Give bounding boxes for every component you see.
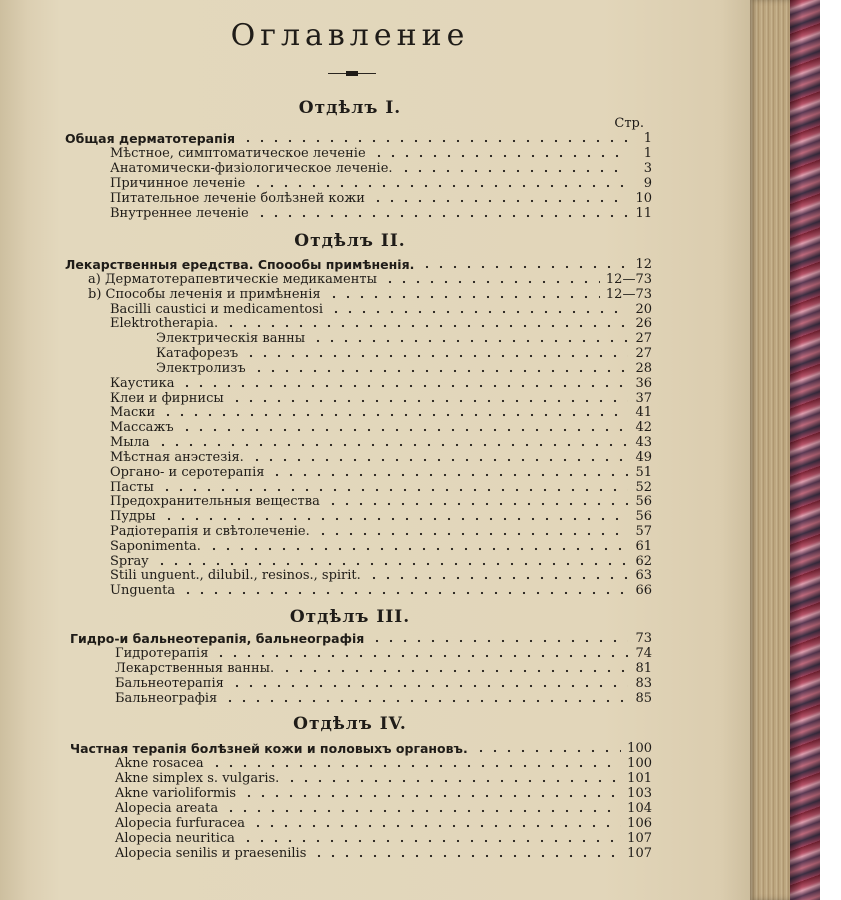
toc-entry-page: 12—73 bbox=[605, 287, 652, 302]
toc-entry bbox=[115, 771, 652, 786]
toc-entry-text: Маски bbox=[110, 405, 156, 420]
dot-leader bbox=[251, 824, 621, 828]
dot-leader bbox=[383, 280, 600, 284]
toc-entry-page: 9 bbox=[643, 176, 652, 191]
toc-entry-text: Alopecia senilis и praesenilis bbox=[115, 846, 307, 861]
toc-entry-page: 12—73 bbox=[605, 272, 652, 287]
toc-entry-page: 52 bbox=[635, 480, 652, 495]
toc-entry-page: 62 bbox=[635, 554, 652, 569]
dot-leader bbox=[251, 184, 628, 188]
toc-entry-page: 61 bbox=[635, 539, 652, 554]
toc-entry bbox=[88, 272, 652, 287]
toc-entry-text: Пудры bbox=[110, 509, 156, 524]
toc-entry-text: Лекарственныя ередства. Споообы примѣненія. bbox=[65, 257, 415, 272]
dot-leader bbox=[214, 654, 628, 658]
toc-entry-page: 66 bbox=[635, 583, 652, 598]
dot-leader bbox=[160, 488, 628, 492]
toc-entry bbox=[115, 786, 652, 801]
toc-entry-text: Гидротерапія bbox=[115, 646, 209, 661]
toc-entry-text: Bacilli caustici и medicamentosi bbox=[110, 302, 323, 317]
toc-entry bbox=[110, 302, 652, 317]
dot-leader bbox=[327, 295, 600, 299]
toc-entry-page: 20 bbox=[635, 302, 652, 317]
toc-entry-page: 1 bbox=[643, 131, 652, 146]
toc-entry-text: Каустика bbox=[110, 376, 175, 391]
toc-entry-text: Предохранительныя вещества bbox=[110, 494, 320, 509]
toc-entry-page: 100 bbox=[627, 741, 652, 756]
toc-entry-page: 104 bbox=[627, 801, 652, 816]
dot-leader bbox=[270, 473, 628, 477]
dot-leader bbox=[372, 154, 628, 158]
section-heading-2: Отдѣлъ II. bbox=[294, 231, 406, 251]
toc-entry-text: Unguenta bbox=[110, 583, 176, 598]
title-ornament bbox=[328, 70, 376, 78]
dot-leader bbox=[230, 684, 628, 688]
toc-entry bbox=[70, 631, 652, 646]
dot-leader bbox=[329, 310, 628, 314]
toc-entry bbox=[115, 816, 652, 831]
toc-entry bbox=[110, 568, 652, 583]
toc-entry-page: 27 bbox=[635, 331, 652, 346]
toc-entry-text: Внутреннее леченіе bbox=[110, 206, 249, 221]
dot-leader bbox=[181, 591, 628, 595]
page-block-edge bbox=[750, 0, 790, 900]
toc-entry bbox=[110, 480, 652, 495]
dot-leader bbox=[312, 854, 621, 858]
toc-entry-text: Akne simplex s. vulgaris. bbox=[115, 771, 280, 786]
toc-entry-text: Органо- и серотерапія bbox=[110, 465, 265, 480]
toc-entry bbox=[115, 661, 652, 676]
toc-entry-text: Бальнеотерапія bbox=[115, 676, 224, 691]
toc-entry-text: Бальнеографія bbox=[115, 691, 218, 706]
toc-entry-text: Анатомически-физіологическое леченіе. bbox=[110, 161, 393, 176]
dot-leader bbox=[180, 384, 628, 388]
dot-leader bbox=[250, 458, 628, 462]
toc-entry bbox=[110, 435, 652, 450]
toc-entry-text: Elektrotherapia. bbox=[110, 316, 219, 331]
toc-entry-page: 27 bbox=[635, 346, 652, 361]
toc-entry bbox=[110, 206, 652, 221]
toc-entry-page: 36 bbox=[635, 376, 652, 391]
dot-leader bbox=[280, 669, 628, 673]
toc-entry-text: Пасты bbox=[110, 480, 154, 495]
toc-entry-page: 56 bbox=[635, 509, 652, 524]
dot-leader bbox=[241, 139, 628, 143]
dot-leader bbox=[210, 764, 622, 768]
toc-entry-text: Общая дерматотерапія bbox=[65, 131, 236, 146]
toc-entry-page: 3 bbox=[643, 161, 652, 176]
toc-entry-page: 85 bbox=[635, 691, 652, 706]
toc-entry-page: 107 bbox=[627, 831, 652, 846]
toc-entry-page: 56 bbox=[635, 494, 652, 509]
toc-entry-page: 74 bbox=[635, 646, 652, 661]
toc-entry bbox=[156, 346, 652, 361]
toc-entry bbox=[115, 646, 652, 661]
toc-entry bbox=[110, 539, 652, 554]
toc-entry bbox=[110, 465, 652, 480]
dot-leader bbox=[180, 428, 628, 432]
dot-leader bbox=[474, 749, 621, 753]
toc-entry-page: 51 bbox=[635, 465, 652, 480]
section-heading-3: Отдѣлъ III. bbox=[289, 607, 411, 627]
toc-entry bbox=[65, 131, 652, 146]
toc-entry bbox=[115, 846, 652, 861]
toc-entry bbox=[110, 376, 652, 391]
toc-entry bbox=[110, 391, 652, 406]
toc-entry bbox=[110, 583, 652, 598]
toc-entry bbox=[115, 831, 652, 846]
toc-entry-page: 101 bbox=[627, 771, 652, 786]
toc-entry bbox=[110, 405, 652, 420]
dot-leader bbox=[255, 214, 628, 218]
toc-entry-text: Электролизъ bbox=[156, 361, 246, 376]
toc-entry-text: Электрическія ванны bbox=[156, 331, 306, 346]
toc-entry bbox=[110, 161, 652, 176]
toc-entry-page: 37 bbox=[635, 391, 652, 406]
dot-leader bbox=[223, 699, 628, 703]
toc-entry-page: 73 bbox=[635, 631, 652, 646]
toc-entry-text: Радіотерапія и свѣтолеченіе. bbox=[110, 524, 310, 539]
toc-entry-text: Akne varioliformis bbox=[115, 786, 237, 801]
toc-entry bbox=[115, 756, 652, 771]
toc-entry bbox=[156, 331, 652, 346]
toc-entry-page: 10 bbox=[635, 191, 652, 206]
toc-entry-text: Питательное леченіе болѣзней кожи bbox=[110, 191, 365, 206]
toc-entry-page: 42 bbox=[635, 420, 652, 435]
toc-entry-text: Массажъ bbox=[110, 420, 174, 435]
toc-entry-page: 81 bbox=[635, 661, 652, 676]
dot-leader bbox=[252, 369, 628, 373]
dot-leader bbox=[371, 199, 628, 203]
toc-entry bbox=[115, 801, 652, 816]
toc-entry-page: 57 bbox=[635, 524, 652, 539]
section-heading-4: Отдѣлъ IV. bbox=[293, 714, 407, 734]
toc-entry-text: a) Дерматотерапевтическіе медикаменты bbox=[88, 272, 377, 287]
toc-entry-page: 100 bbox=[627, 756, 652, 771]
toc-entry-text: Частная терапія болѣзней кожи и половыхъ органовъ. bbox=[70, 741, 468, 756]
toc-entry-page: 83 bbox=[635, 676, 652, 691]
toc-entry-page: 41 bbox=[635, 405, 652, 420]
toc-entry-page: 107 bbox=[627, 846, 652, 861]
dot-leader bbox=[367, 576, 628, 580]
page-title: Оглавление bbox=[230, 18, 470, 53]
toc-entry bbox=[110, 554, 652, 569]
toc-entry-text: Мѣстное, симптоматическое леченіе bbox=[110, 146, 366, 161]
toc-entry bbox=[110, 316, 652, 331]
dot-leader bbox=[242, 794, 621, 798]
toc-entry-text: Лекарственныя ванны. bbox=[115, 661, 275, 676]
toc-entry-page: 26 bbox=[635, 316, 652, 331]
dot-leader bbox=[316, 532, 628, 536]
toc-entry-text: Катафорезъ bbox=[156, 346, 239, 361]
toc-entry bbox=[115, 676, 652, 691]
toc-entry-page: 106 bbox=[627, 816, 652, 831]
toc-entry bbox=[156, 361, 652, 376]
toc-entry-text: Akne rosacea bbox=[115, 756, 204, 771]
toc-entry bbox=[110, 494, 652, 509]
dot-leader bbox=[285, 779, 621, 783]
page-column-label: Стр. bbox=[614, 116, 644, 131]
toc-entry-text: Мѣстная анэстезія. bbox=[110, 450, 244, 465]
toc-entry-text: Spray bbox=[110, 554, 149, 569]
toc-entry-page: 103 bbox=[627, 786, 652, 801]
section-heading-1: Отдѣлъ I. bbox=[298, 98, 402, 118]
toc-entry-text: Alopecia neuritica bbox=[115, 831, 235, 846]
marbled-cover bbox=[790, 0, 820, 900]
dot-leader bbox=[420, 265, 628, 269]
toc-entry bbox=[110, 420, 652, 435]
toc-entry bbox=[110, 146, 652, 161]
dot-leader bbox=[370, 639, 628, 643]
toc-entry-text: Alopecia areata bbox=[115, 801, 219, 816]
toc-entry-text: Причинное леченіе bbox=[110, 176, 246, 191]
dot-leader bbox=[224, 324, 628, 328]
toc-entry bbox=[70, 741, 652, 756]
toc-entry bbox=[88, 287, 652, 302]
toc-entry bbox=[110, 191, 652, 206]
toc-entry-text: Stili unguent., dilubil., resinos., spirit. bbox=[110, 568, 361, 583]
dot-leader bbox=[162, 517, 628, 521]
toc-entry-text: Мыла bbox=[110, 435, 150, 450]
dot-leader bbox=[311, 339, 628, 343]
dot-leader bbox=[155, 562, 628, 566]
toc-entry bbox=[110, 450, 652, 465]
dot-leader bbox=[326, 502, 628, 506]
toc-entry-page: 63 bbox=[635, 568, 652, 583]
dot-leader bbox=[230, 399, 628, 403]
dot-leader bbox=[224, 809, 621, 813]
toc-entry-page: 28 bbox=[635, 361, 652, 376]
dot-leader bbox=[244, 354, 628, 358]
toc-entry-page: 49 bbox=[635, 450, 652, 465]
dot-leader bbox=[207, 547, 628, 551]
toc-entry-text: Клеи и фирнисы bbox=[110, 391, 224, 406]
toc-entry-text: b) Способы леченія и примѣненія bbox=[88, 287, 321, 302]
dot-leader bbox=[399, 169, 628, 173]
dot-leader bbox=[161, 413, 628, 417]
toc-entry-text: Alopecia furfuracea bbox=[115, 816, 245, 831]
dot-leader bbox=[241, 839, 621, 843]
toc-entry bbox=[110, 524, 652, 539]
toc-entry bbox=[110, 176, 652, 191]
toc-entry-page: 11 bbox=[635, 206, 652, 221]
toc-entry-page: 1 bbox=[643, 146, 652, 161]
toc-entry bbox=[65, 257, 652, 272]
toc-entry-text: Гидро-и бальнеотерапія, бальнеографія bbox=[70, 631, 365, 646]
toc-entry bbox=[110, 509, 652, 524]
toc-entry-page: 12 bbox=[635, 257, 652, 272]
dot-leader bbox=[156, 443, 628, 447]
toc-entry-page: 43 bbox=[635, 435, 652, 450]
toc-entry-text: Saponimenta. bbox=[110, 539, 201, 554]
toc-entry bbox=[115, 691, 652, 706]
